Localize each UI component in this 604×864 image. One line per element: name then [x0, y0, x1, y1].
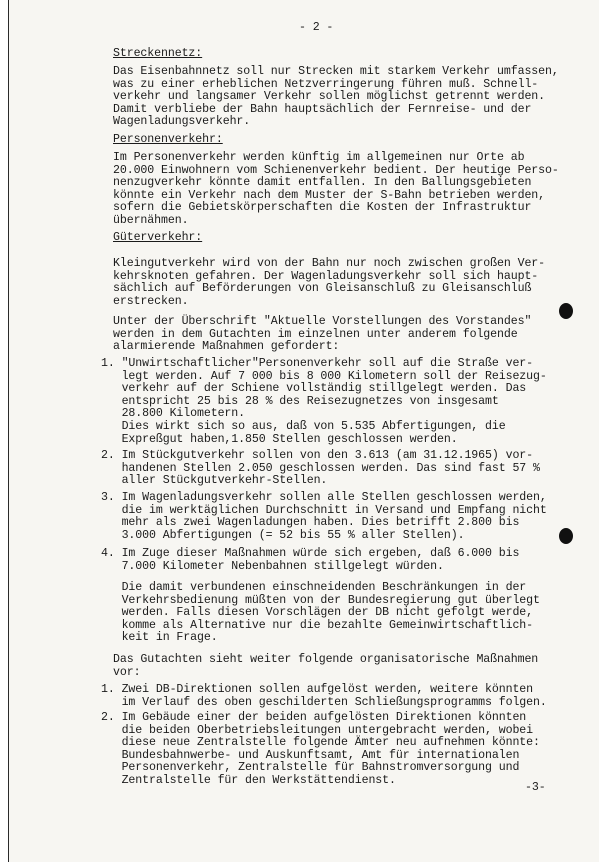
heading-streckennetz: Streckennetz: — [113, 47, 203, 60]
page-number-top: - 2 - — [299, 21, 334, 34]
org-measure-item-2: 2. Im Gebäude einer der beiden aufgelösten Direktionen könnten die beiden Oberbetriebsleitungen untergebracht werden, wobei diese neue Zentralstelle folgende Ämter neu aufnehmen könnte: Bundesbahnwerbe- und Auskunftsamt, Amt für internationalen Personenverkehr, Zentralstelle für Bahnstromversorgung und Zentralstelle für den Werkstättendienst. — [101, 711, 540, 787]
measure-item-2: 2. Im Stückgutverkehr sollen von den 3.613 (am 31.12.1965) vor- handenen Stellen 2.050 geschlossen werden. Das sind fast 57 % aller Stückgutverkehr-Stellen. — [101, 449, 540, 488]
measure-item-3: 3. Im Wagenladungsverkehr sollen alle Stellen geschlossen werden, die im werktäglichen Durchschnitt in Versand und Empfang nicht mehr als zwei Wagenladungen haben. Dies betrifft 2.800 bis 3.000 Abfertigungen (= 52 bis 55 % aller Stellen). — [101, 491, 547, 542]
measure-item-1: 1. "Unwirtschaftlicher"Personenverkehr soll auf die Straße ver- legt werden. Auf 7 000 bis 8 000 Kilometern soll der Reisezug- verkehr auf der Schiene vollständig stillgelegt werden. Das entspricht 25 bis 28 % des Reisezugnetzes von insgesamt 28.800 Kilometern. Dies wirkt sich so aus, daß von 5.535 Abfertigungen, die Expreßgut haben,1.850 Stellen geschlossen werden. — [101, 357, 547, 446]
punch-hole-top — [559, 303, 573, 319]
heading-gueterverkehr: Güterverkehr: — [113, 231, 203, 244]
page-number-bottom: -3- — [525, 781, 546, 794]
paragraph-intro-measures: Unter der Überschrift "Aktuelle Vorstellungen des Vorstandes" werden in dem Gutachten im einzelnen unter anderem folgende alarmierende Maßnahmen gefordert: — [113, 315, 532, 354]
paragraph-consequences: Die damit verbundenen einschneidenden Beschränkungen in der Verkehrsbedienung müßten von der Bundesregierung gut überlegt werden. Falls diesen Vorschlägen der DB nicht gefolgt werde, komme als Alternative nur die bezahlte Gemeinwirtschaftlich- keit in Frage. — [121, 581, 540, 645]
measure-item-4: 4. Im Zuge dieser Maßnahmen würde sich ergeben, daß 6.000 bis 7.000 Kilometer Nebenbahnen stillgelegt würden. — [101, 547, 520, 573]
paragraph-personenverkehr: Im Personenverkehr werden künftig im allgemeinen nur Orte ab 20.000 Einwohnern vom Schienenverkehr bedient. Der heutige Perso- nenzugverkehr könnte damit entfallen. In den Ballungsgebieten könnte ein Verkehr nach dem Muster der S-Bahn betrieben werden, sofern die Gebietskörperschaften die Kosten der Infrastruktur übernähmen. — [113, 151, 559, 227]
heading-personenverkehr: Personenverkehr: — [113, 133, 223, 146]
paragraph-gueterverkehr: Kleingutverkehr wird von der Bahn nur noch zwischen großen Ver- kehrsknoten gefahren. Der Wagenladungsverkehr soll sich haupt- sächlich auf Beförderungen von Gleisanschluß zu Gleisanschluß erstrecken. — [113, 257, 546, 308]
paragraph-streckennetz: Das Eisenbahnnetz soll nur Strecken mit starkem Verkehr umfassen, was zu einer erheblichen Netzverringerung führen muß. Schnell- verkehr und langsamer Verkehr sollen möglichst getrennt werden. Damit verbliebe der Bahn hauptsächlich der Fernreise- und der Wagenladungsverkehr. — [113, 65, 559, 129]
document-page — [8, 0, 599, 862]
org-measure-item-1: 1. Zwei DB-Direktionen sollen aufgelöst werden, weitere könnten im Verlauf des oben geschilderten Schließungsprogramms folgen. — [101, 683, 547, 709]
punch-hole-bottom — [559, 528, 573, 544]
paragraph-org-intro: Das Gutachten sieht weiter folgende organisatorische Maßnahmen vor: — [113, 653, 539, 679]
